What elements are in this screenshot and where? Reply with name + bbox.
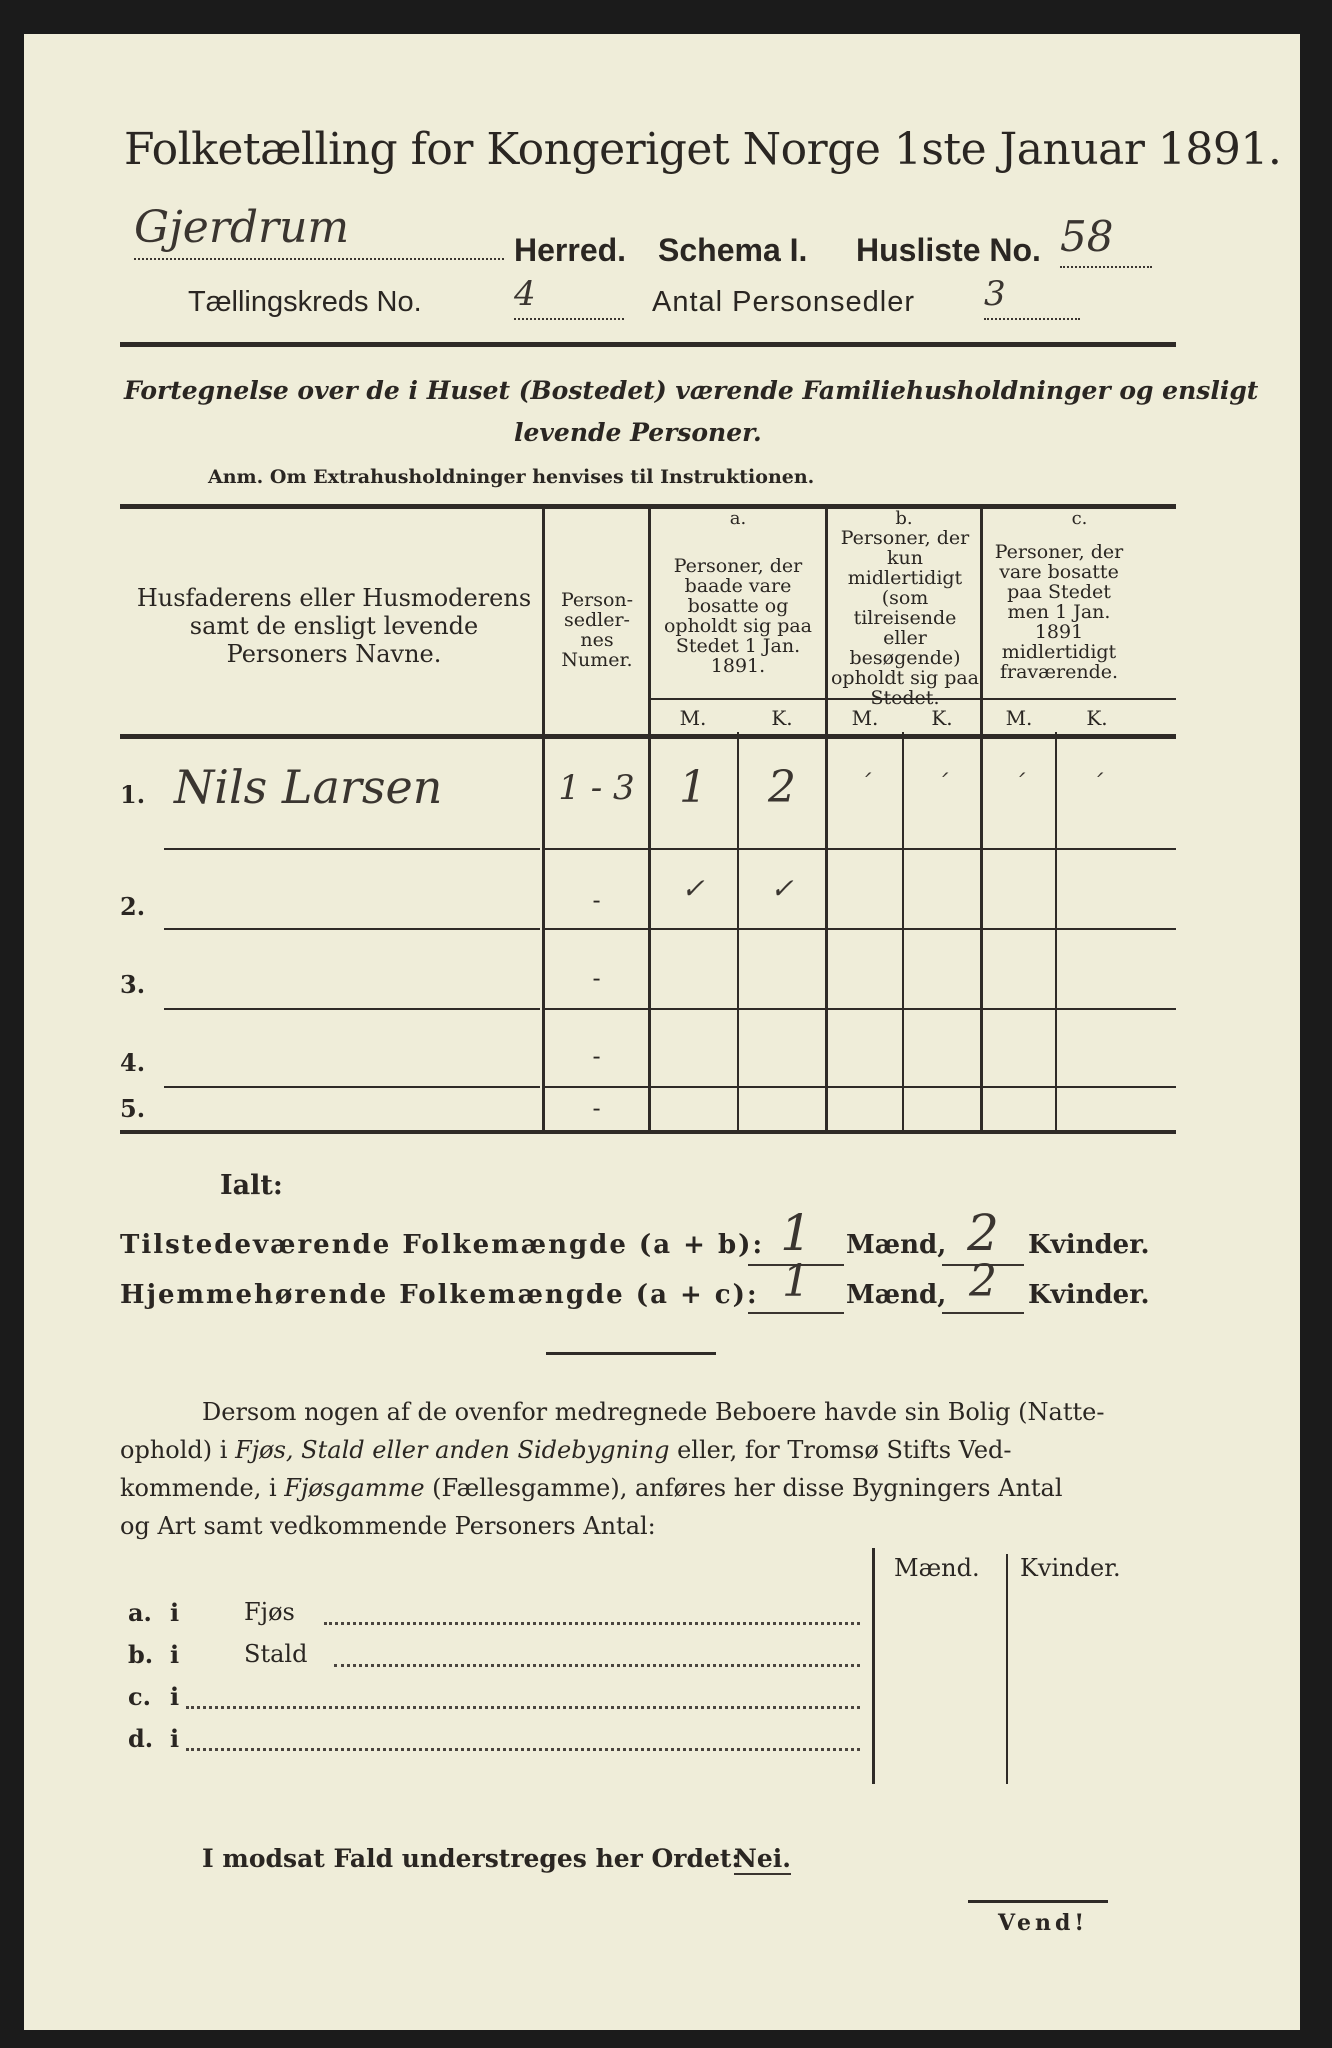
item-label: Stald: [244, 1640, 308, 1668]
col-a-letter: a.: [729, 508, 747, 529]
buildings-line3b: Fjøsgamme: [284, 1474, 425, 1502]
row-rule: [164, 1086, 540, 1088]
tilstede-maend-label: Mænd,: [846, 1230, 947, 1260]
tilstede-kvinder-label: Kvinder.: [1028, 1230, 1150, 1260]
antal-value: 3: [984, 274, 1080, 320]
row-number: 4.: [120, 1048, 146, 1077]
vline-1: [542, 508, 545, 1130]
buildings-vline-2: [1006, 1554, 1008, 1784]
kreds-label: Tællingskreds No.: [188, 286, 422, 318]
row-c-m: ´: [1013, 770, 1025, 798]
row-num: -: [592, 964, 601, 992]
b-m-label: M.: [851, 706, 879, 730]
item-dots: [324, 1622, 860, 1625]
anm-note: Anm. Om Extrahusholdninger henvises til Instruktionen.: [208, 466, 815, 488]
vline-4: [980, 508, 983, 1130]
tilstede-kvinder-value: 2: [942, 1204, 1024, 1266]
c-m-label: M.: [1005, 706, 1033, 730]
row-number: 2.: [120, 892, 146, 921]
buildings-line2: [120, 1436, 1012, 1464]
vline-3: [825, 508, 828, 1130]
a-m-label: M.: [679, 706, 707, 730]
row-b-k: ´: [936, 770, 948, 798]
buildings-line3c: (Fællesgamme), anføres her disse Bygningers Antal: [424, 1474, 1063, 1502]
nei-word: Nei.: [734, 1844, 791, 1873]
buildings-col-kvinder: Kvinder.: [1020, 1554, 1121, 1582]
row-a-k: 2: [768, 762, 796, 813]
col-num-header: Person-sedler-nes Numer.: [560, 589, 634, 671]
husliste-label: Husliste No.: [856, 232, 1041, 268]
ialt-label: Ialt:: [220, 1170, 283, 1201]
intro-line2: levende Personer.: [514, 418, 762, 447]
buildings-line1: Dersom nogen af de ovenfor medregnede Beboere havde sin Bolig (Natte-: [202, 1398, 1105, 1426]
item-dots: [186, 1748, 860, 1751]
item-dots: [186, 1706, 860, 1709]
buildings-line2b: Fjøs, Stald eller anden Sidebygning: [235, 1436, 670, 1464]
census-form: [24, 34, 1300, 2030]
herred-label: Herred.: [514, 232, 627, 268]
buildings-line2c: eller, for Tromsø Stifts Ved-: [669, 1436, 1012, 1464]
buildings-line3a: kommende, i: [120, 1474, 285, 1502]
row-number: 3.: [120, 970, 146, 999]
intro-line1: Fortegnelse over de i Huset (Bostedet) værende Familiehusholdninger og ensligt: [124, 376, 1259, 405]
herred-value: Gjerdrum: [134, 202, 504, 260]
col-b-letter: b.: [895, 508, 913, 529]
hjemme-maend-value: 1: [748, 1256, 844, 1314]
row-number: 1.: [120, 780, 146, 809]
row-num: -: [592, 1094, 601, 1122]
item-prep: i: [170, 1640, 180, 1669]
item-letter: b.: [128, 1640, 154, 1669]
row-a-m: 1: [679, 762, 707, 813]
item-label: Fjøs: [244, 1598, 295, 1626]
antal-label: Antal Personsedler: [652, 286, 916, 318]
row-a-m: ✓: [681, 872, 705, 905]
row-rule-right: [545, 848, 1176, 850]
item-prep: i: [170, 1682, 180, 1711]
vend-label: Vend!: [998, 1910, 1089, 1936]
item-letter: c.: [128, 1682, 151, 1711]
section-divider: [546, 1352, 716, 1355]
form-title: Folketælling for Kongeriget Norge 1ste Januar 1891.: [124, 124, 1282, 175]
col-c-letter: c.: [1071, 508, 1088, 529]
buildings-col-maend: Mænd.: [894, 1554, 980, 1582]
buildings-line3: [120, 1474, 1063, 1502]
row-a-k: ✓: [770, 872, 794, 905]
col-name-header: Husfaderens eller Husmoderens samt de ensligt levende Personers Navne.: [136, 584, 532, 668]
hjemme-kvinder-label: Kvinder.: [1028, 1280, 1150, 1310]
vend-rule: [968, 1900, 1108, 1903]
b-k-label: K.: [931, 706, 953, 730]
c-k-label: K.: [1086, 706, 1108, 730]
husliste-value: 58: [1060, 212, 1152, 268]
row-name: Nils Larsen: [174, 760, 443, 814]
col-a-header: Personer, der baade vare bosatte og opholdt sig paa Stedet 1 Jan. 1891.: [663, 555, 813, 677]
vline-2: [648, 508, 651, 1130]
buildings-line4: og Art samt vedkommende Personers Antal:: [120, 1512, 656, 1540]
row-rule-right: [545, 928, 1176, 930]
item-dots: [334, 1664, 860, 1667]
header-rule: [120, 342, 1176, 347]
row-num: -: [592, 1042, 601, 1070]
buildings-vline-1: [872, 1548, 875, 1784]
hjemme-maend-label: Mænd,: [846, 1280, 947, 1310]
row-num: -: [592, 886, 601, 914]
table-bottom-rule: [120, 1130, 1176, 1134]
col-c-header: Personer, der vare bosatte paa Stedet men 1 Jan. 1891 midlertidigt fraværende.: [994, 541, 1124, 683]
item-letter: d.: [128, 1724, 154, 1753]
row-rule: [164, 928, 540, 930]
row-rule-right: [545, 1008, 1176, 1010]
row-rule: [164, 1008, 540, 1010]
hjemme-label: Hjemmehørende Folkemængde (a + c):: [120, 1280, 759, 1310]
row-rule: [164, 848, 540, 850]
row-num: 1 - 3: [558, 768, 635, 808]
row-rule-right: [545, 1086, 1176, 1088]
modsat-text: I modsat Fald understreges her Ordet:: [202, 1844, 741, 1873]
a-k-label: K.: [771, 706, 793, 730]
hjemme-kvinder-value: 2: [942, 1256, 1024, 1314]
tilstede-maend-value: 1: [748, 1204, 844, 1266]
row-b-m: ´: [859, 770, 871, 798]
col-b-header: Personer, der kun midlertidigt (som tilreisende eller besøgende) opholdt sig paa Stedet.: [830, 527, 980, 709]
row-c-k: ´: [1091, 770, 1103, 798]
tilstede-label: Tilstedeværende Folkemængde (a + b):: [120, 1230, 765, 1260]
buildings-line2a: ophold) i: [120, 1436, 236, 1464]
row-number: 5.: [120, 1094, 146, 1123]
item-prep: i: [170, 1724, 180, 1753]
kreds-value: 4: [514, 274, 624, 320]
schema-label: Schema I.: [658, 232, 808, 268]
item-letter: a.: [128, 1598, 152, 1627]
item-prep: i: [170, 1598, 180, 1627]
